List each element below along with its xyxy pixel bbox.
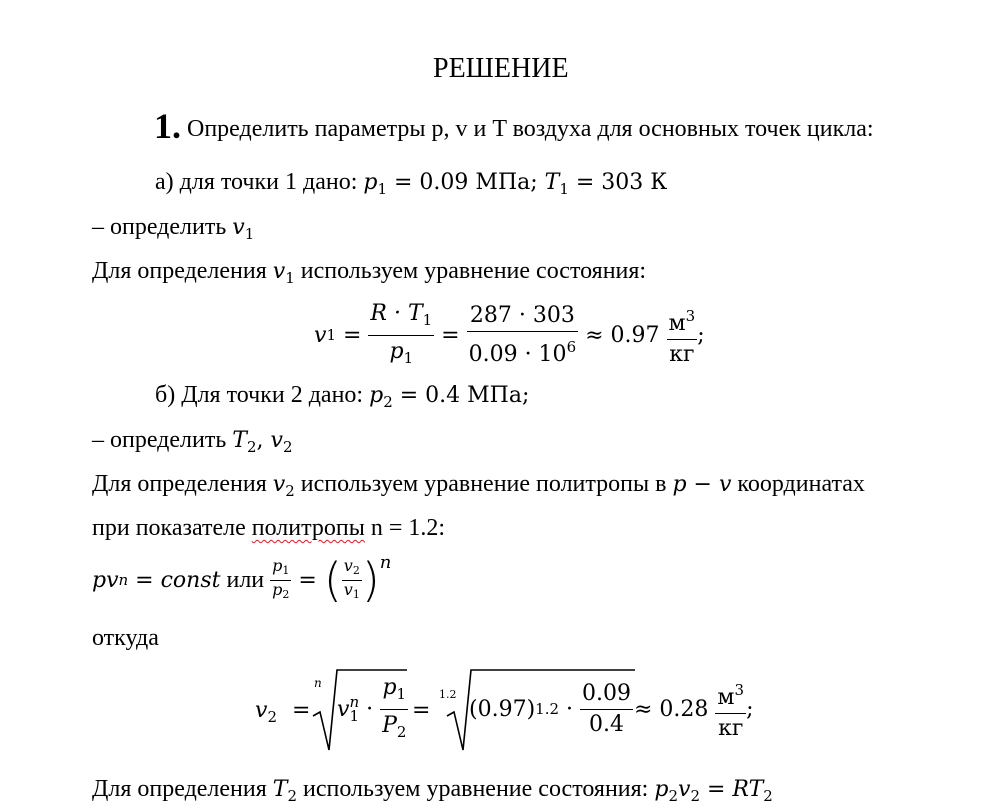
state-equation-t2-line bbox=[92, 774, 773, 811]
eq-p2-sub: 2 bbox=[668, 787, 678, 805]
step-1-text: Определить параметры p, v и T воздуха для основных точек цикла: bbox=[187, 116, 874, 142]
radicand-v1: v bbox=[337, 696, 350, 722]
radicand-v1-exp: n bbox=[349, 693, 360, 711]
t2-subscript: 2 bbox=[246, 438, 257, 456]
dot-operator: · bbox=[359, 696, 381, 722]
page-title: РЕШЕНИЕ bbox=[433, 53, 569, 84]
frac-p2: p bbox=[272, 579, 283, 599]
frac-p2-sub: 2 bbox=[282, 587, 290, 601]
v1-subscript: 1 bbox=[244, 225, 255, 243]
semicolon: ; bbox=[746, 696, 754, 722]
p2-value: = 0.4 МПа; bbox=[392, 383, 530, 408]
or-word: или bbox=[220, 567, 271, 593]
index-before: при показателе bbox=[92, 515, 252, 541]
point-a-prefix: а) для точки 1 дано: bbox=[155, 169, 364, 195]
denominator-p-sub: 1 bbox=[403, 348, 414, 367]
spellcheck-word: политропы bbox=[251, 515, 365, 541]
fraction-rt-over-p bbox=[368, 298, 434, 373]
unit-fraction bbox=[715, 675, 746, 744]
fraction-numeric bbox=[580, 679, 633, 740]
const-term: = const bbox=[128, 567, 221, 593]
formula-v2-lhs: $v_2$ bbox=[255, 698, 277, 726]
state-eq-prefix: Для определения bbox=[92, 776, 273, 802]
formula-v1-lhs: v bbox=[314, 322, 327, 348]
fraction-numeric bbox=[467, 301, 579, 370]
p2-subscript: 2 bbox=[383, 393, 393, 411]
t2-subscript: 2 bbox=[287, 787, 298, 805]
p1-subscript: 1 bbox=[377, 180, 388, 198]
radicand-1 bbox=[337, 674, 408, 741]
unit-numerator: м bbox=[668, 310, 686, 336]
equals-sign: = bbox=[405, 698, 438, 723]
paren-exponent: n bbox=[379, 552, 392, 573]
fraction-p1-p2 bbox=[270, 557, 291, 604]
frac-p1: p bbox=[272, 555, 283, 575]
unit-numerator: м bbox=[717, 684, 735, 710]
equals-sign: = bbox=[434, 322, 467, 348]
dot-operator: · bbox=[559, 696, 580, 722]
equals-sign: = bbox=[285, 698, 318, 723]
numerator-numeric: 0.09 bbox=[580, 679, 633, 710]
frac-p1-sub: 1 bbox=[396, 684, 407, 703]
root-index-n: n bbox=[314, 676, 322, 690]
formula-v1-lhs-sub: 1 bbox=[326, 326, 336, 344]
v1-subscript: 1 bbox=[285, 269, 295, 287]
v2-symbol: v bbox=[272, 472, 286, 497]
unit-exponent: 3 bbox=[734, 680, 745, 699]
index-after: n = 1.2: bbox=[364, 515, 446, 541]
p2-symbol: p bbox=[369, 383, 384, 408]
t1-symbol: T bbox=[544, 170, 560, 195]
right-paren: ) bbox=[361, 553, 380, 607]
approx-result: ≈ 0.28 bbox=[627, 696, 716, 722]
polytrope-prefix: Для определения bbox=[92, 471, 273, 497]
v2-subscript: 2 bbox=[285, 482, 295, 500]
state-equation-line bbox=[92, 256, 646, 293]
approx-result: ≈ 0.97 bbox=[578, 322, 667, 348]
polytrope-suffix: координатах bbox=[731, 471, 865, 497]
frac-v2: v bbox=[343, 555, 353, 575]
root-index-1-2: 1.2 bbox=[439, 688, 457, 701]
point-b-prefix: б) Для точки 2 дано: bbox=[155, 382, 370, 408]
radicand-2 bbox=[469, 682, 633, 736]
radicand-exponent: 1.2 bbox=[535, 700, 560, 718]
frac-v2-sub: 2 bbox=[352, 563, 360, 577]
p1-value: = 0.09 МПа; bbox=[387, 170, 545, 195]
t1-subscript: 1 bbox=[559, 180, 569, 198]
frac-P2: P bbox=[382, 712, 397, 738]
v1-symbol: v bbox=[232, 215, 245, 240]
eq-t2-sub: 2 bbox=[763, 787, 773, 805]
point-b-line bbox=[155, 380, 529, 417]
denominator-exponent: 6 bbox=[566, 337, 577, 356]
eq-v2-sub: 2 bbox=[690, 787, 700, 805]
eq-p2: p bbox=[654, 777, 669, 802]
semicolon: ; bbox=[697, 322, 705, 348]
step-1-line bbox=[154, 106, 874, 146]
unit-fraction bbox=[667, 301, 698, 370]
eq-v2: v bbox=[678, 777, 691, 802]
denominator-numeric: 0.4 bbox=[588, 711, 624, 737]
determine-prefix: – определить bbox=[92, 214, 233, 240]
v2-subscript: 2 bbox=[282, 438, 293, 456]
equals-sign: = bbox=[335, 322, 369, 348]
pv-exponent: n bbox=[118, 571, 129, 589]
pv-term: pv bbox=[92, 567, 119, 593]
state-eq-prefix: Для определения bbox=[92, 258, 273, 284]
t2-symbol: T bbox=[232, 428, 247, 453]
formula-v2 bbox=[255, 664, 775, 754]
equals-sign: = bbox=[291, 567, 324, 593]
denominator-p: p bbox=[389, 338, 404, 364]
fraction-v2-v1 bbox=[342, 557, 362, 604]
state-eq-middle: используем уравнение состояния: bbox=[297, 776, 655, 802]
polytrope-middle: используем уравнение политропы в bbox=[294, 471, 673, 497]
polytrope-line bbox=[92, 469, 865, 506]
frac-v1-sub: 1 bbox=[352, 587, 360, 601]
numerator-rt-sub: 1 bbox=[422, 310, 433, 329]
frac-v1: v bbox=[343, 579, 353, 599]
frac-P2-sub: 2 bbox=[396, 722, 407, 741]
numerator-rt: R · T bbox=[370, 300, 423, 326]
polytrope-formula bbox=[92, 552, 391, 608]
radicand-v1-sub: 1 bbox=[349, 707, 359, 725]
step-number: 1. bbox=[154, 106, 181, 146]
t2-symbol: T bbox=[272, 777, 288, 802]
pv-coordinates: p − v bbox=[672, 472, 732, 497]
left-paren: ( bbox=[323, 553, 342, 607]
determine-v1-line bbox=[92, 212, 254, 249]
unit-exponent: 3 bbox=[685, 306, 696, 325]
v1-symbol: v bbox=[272, 259, 286, 284]
formula-v1 bbox=[314, 300, 705, 370]
numerator-numeric: 287 · 303 bbox=[467, 301, 579, 332]
t1-value: = 303 К bbox=[568, 170, 668, 195]
whence-word: откуда bbox=[92, 625, 159, 651]
comma: , bbox=[256, 428, 271, 453]
p1-symbol: p bbox=[363, 170, 378, 195]
eq-rt: = RT bbox=[699, 777, 764, 802]
determine-t2v2-line bbox=[92, 425, 293, 462]
formula-v2-lhs-sub: 2 bbox=[267, 708, 277, 726]
polytrope-index-line bbox=[92, 513, 445, 543]
radicand-base: (0.97) bbox=[469, 696, 536, 722]
denominator-numeric: 0.09 · 10 bbox=[468, 341, 567, 367]
unit-denominator: кг bbox=[718, 715, 744, 741]
state-eq-suffix: используем уравнение состояния: bbox=[294, 258, 647, 284]
frac-p1-sub: 1 bbox=[282, 563, 290, 577]
determine-prefix: – определить bbox=[92, 427, 233, 453]
point-a-line bbox=[155, 167, 667, 204]
frac-p1: p bbox=[382, 674, 397, 700]
v2-symbol: v bbox=[270, 428, 283, 453]
result-v2 bbox=[627, 680, 754, 741]
unit-denominator: кг bbox=[669, 341, 695, 367]
